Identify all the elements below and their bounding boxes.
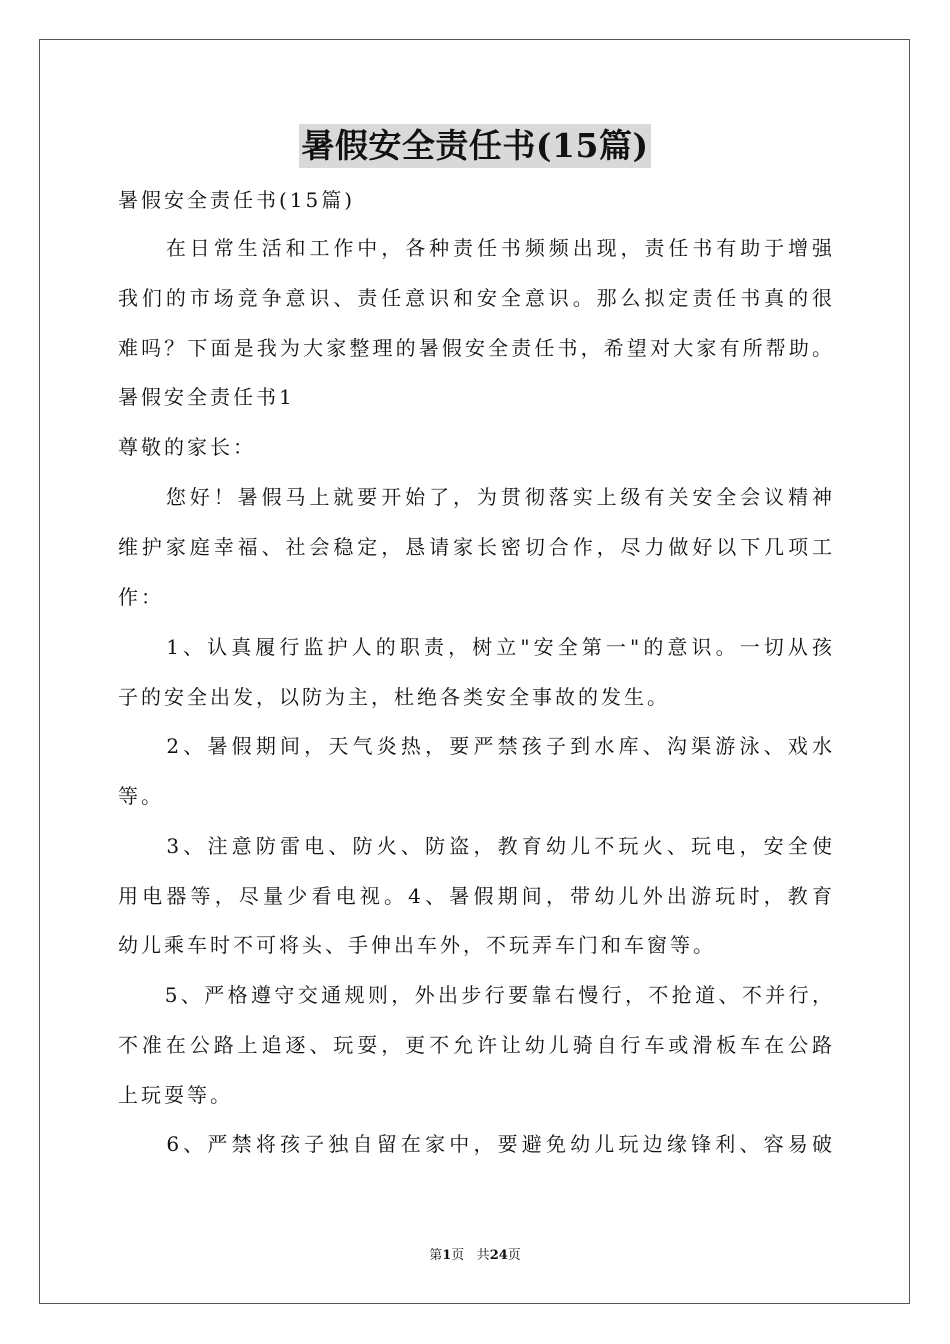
text-line: 不准在公路上追逐、玩耍，更不允许让幼儿骑自行车或滑板车在公路 [118, 1033, 832, 1057]
text-line: 6、严禁将孩子独自留在家中，要避免幼儿玩边缘锋利、容易破 [118, 1132, 832, 1156]
page-number: 1 [442, 1248, 452, 1263]
text-line: 我们的市场竞争意识、责任意识和安全意识。那么拟定责任书真的很 [118, 286, 832, 310]
text-line: 您好！暑假马上就要开始了，为贯彻落实上级有关安全会议精神 [118, 485, 832, 509]
total-suffix: 页 [507, 1248, 521, 1263]
text-line: 1、认真履行监护人的职责，树立"安全第一"的意识。一切从孩 [118, 635, 832, 659]
text-line: 用电器等，尽量少看电视。4、暑假期间，带幼儿外出游玩时，教育 [118, 884, 832, 908]
text-line: 等。 [118, 784, 164, 808]
text-line: 幼儿乘车时不可将头、手伸出车外，不玩弄车门和车窗等。 [118, 933, 716, 957]
total-prefix: 共 [476, 1248, 490, 1263]
text-line: 5、严格遵守交通规则，外出步行要靠右慢行，不抢道、不并行， [118, 983, 832, 1007]
text-line: 子的安全出发，以防为主，杜绝各类安全事故的发生。 [118, 685, 670, 709]
text-line: 难吗？下面是我为大家整理的暑假安全责任书，希望对大家有所帮助。 [118, 336, 832, 360]
text-line: 维护家庭幸福、社会稳定，恳请家长密切合作，尽力做好以下几项工 [118, 535, 832, 559]
total-pages: 24 [489, 1248, 508, 1263]
text-line: 上玩耍等。 [118, 1083, 233, 1107]
subtitle-line: 暑假安全责任书(15篇) [118, 188, 356, 212]
section-heading: 暑假安全责任书1 [118, 385, 295, 409]
document-title: 暑假安全责任书(15篇) [299, 124, 650, 168]
page-prefix: 第 [429, 1248, 443, 1263]
text-line: 2、暑假期间，天气炎热，要严禁孩子到水库、沟渠游泳、戏水 [118, 734, 832, 758]
text-line: 在日常生活和工作中，各种责任书频频出现，责任书有助于增强 [118, 236, 832, 260]
page-suffix: 页 [451, 1248, 465, 1263]
text-line: 3、注意防雷电、防火、防盗，教育幼儿不玩火、玩电，安全使 [118, 834, 832, 858]
salutation: 尊敬的家长： [118, 435, 256, 459]
text-line: 作： [118, 585, 164, 609]
document-title-container [0, 124, 950, 168]
page-footer [0, 1248, 950, 1264]
page-border [39, 39, 910, 1304]
